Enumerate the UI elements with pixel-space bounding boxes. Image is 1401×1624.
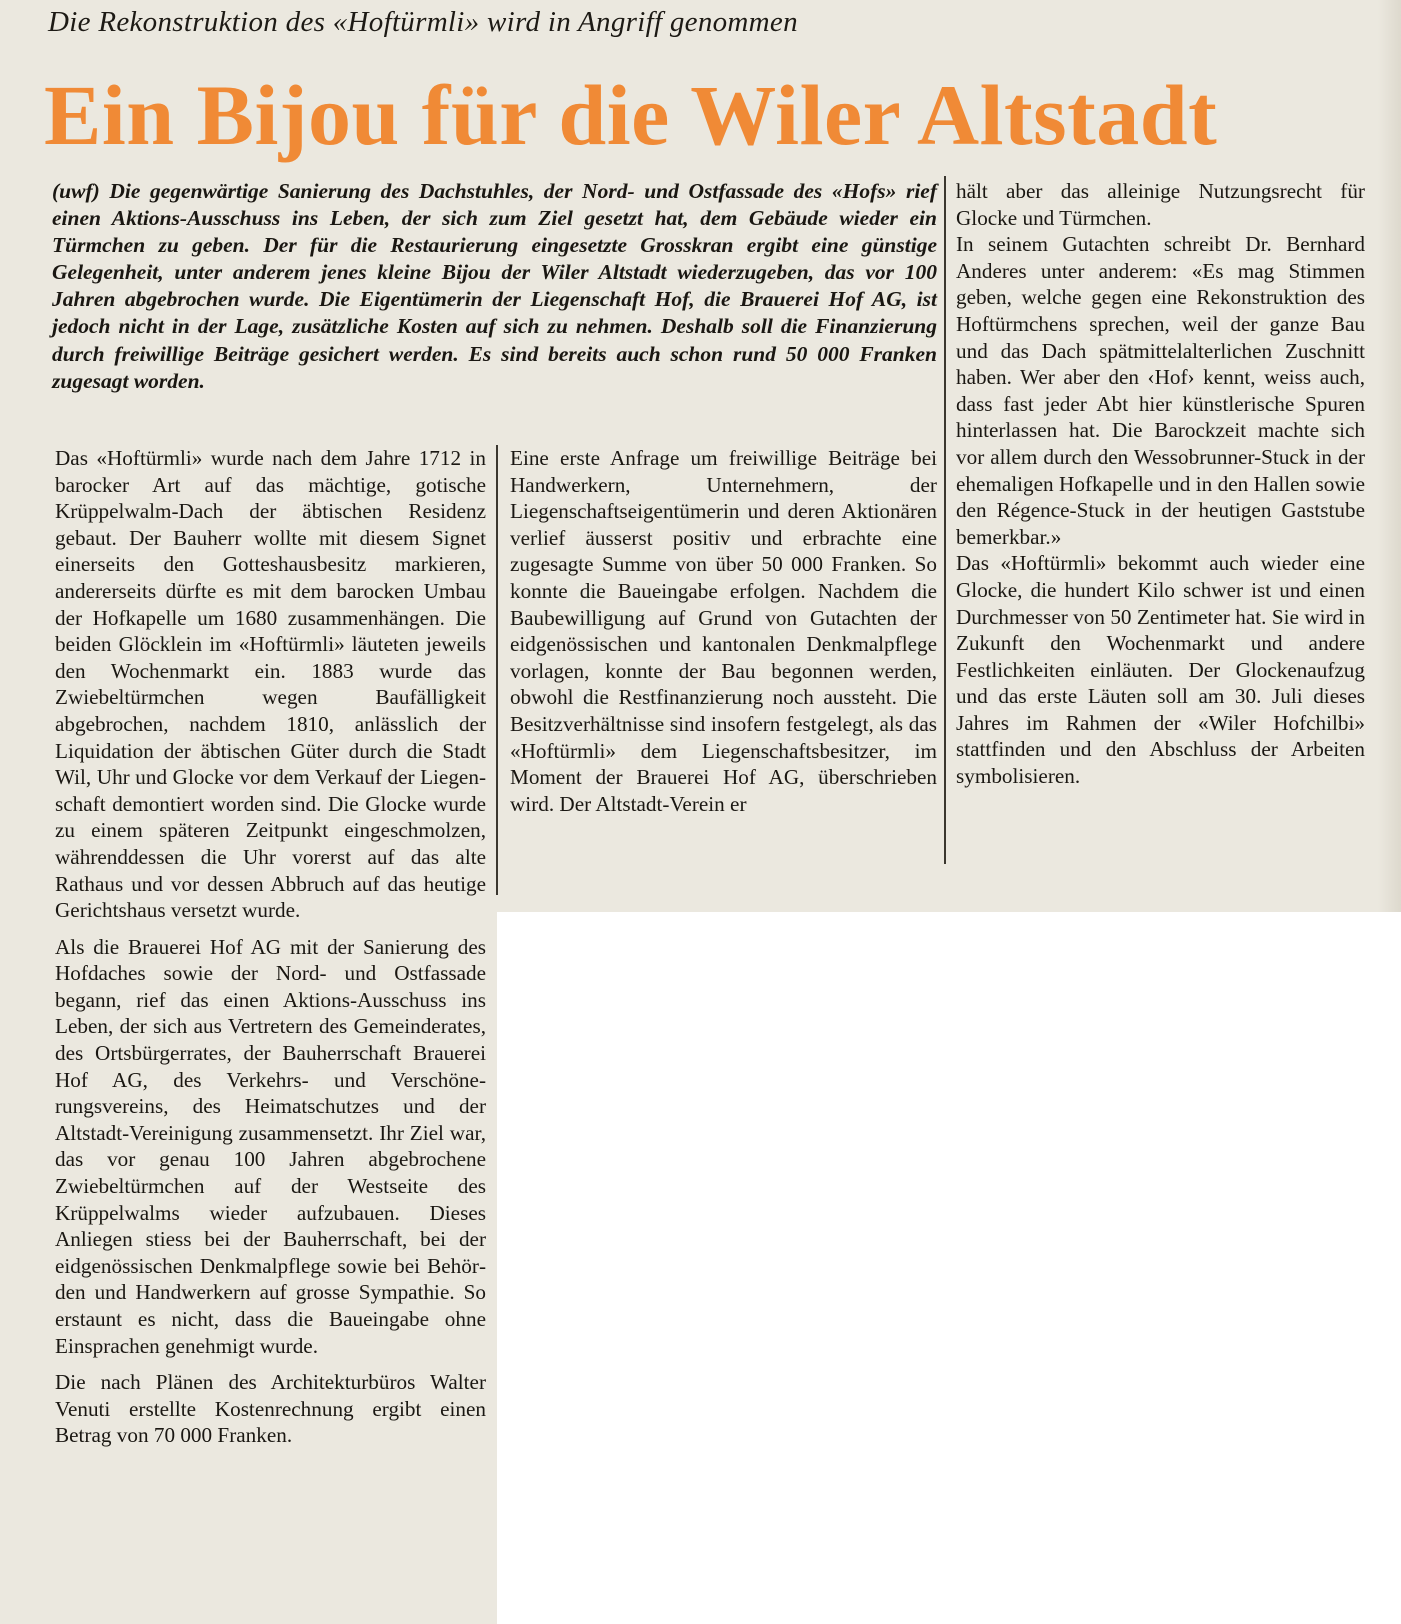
column-rule-left — [496, 445, 498, 895]
article-lead: (uwf) Die gegenwärtige Sanierung des Dachstuhles, der Nord- und Ostfassade des «Hofs» rief einen Aktions-Ausschuss ins Leben, der sich zum Ziel gesetzt hat, dem Gebäude wieder ein Türmchen zu geben. Der für die Restaurierung eingesetzte Grosskran ergibt eine günstige Gelegenheit, unter anderem jenes kleine Bijou der Wiler Altstadt wiederzugeben, das vor 100 Jahren abgebrochen wurde. Die Eigentümerin der Liegenschaft Hof, die Brauerei Hof AG, ist jedoch nicht in der Lage, zusätzliche Kosten auf sich zu nehmen. Deshalb soll die Finanzierung durch freiwillige Beiträge gesichert werden. Es sind bereits auch schon rund 50 000 Franken zugesagt worden. — [52, 179, 937, 393]
column-rule-right — [944, 176, 946, 864]
paper-edge-shadow — [1378, 0, 1401, 912]
paragraph: hält aber das alleinige Nutzungsrecht für Glocke und Türmchen. — [956, 179, 1365, 230]
paragraph: Als die Brauerei Hof AG mit der Sanierung des Hofdaches sowie der Nord- und Ostfassade begann, rief das einen Aktions-Ausschuss ins Leben, der sich aus Vertretern des Gemeinderates, des Ortsbürgerrates, der Bauherrschaft Brauerei Hof AG, des Verkehrs- und Verschönerungsvereins, des Heimatschutzes und der Altstadt-Vereinigung zusammensetzt. Ihr Ziel war, das vor genau 100 Jahren abgebrochene Zwiebeltürmchen auf der Westseite des Krüppelwalms wieder aufzubauen. Dieses Anliegen stiess bei der Bauherrschaft, bei der eidgenössischen Denkmalpflege sowie bei Behörden und Handwerkern auf grosse Sympathie. So erstaunt es nicht, dass die Baueingabe ohne Einsprachen genehmigt wurde. — [55, 934, 486, 1358]
text-column-1 — [55, 445, 486, 1449]
paragraph: In seinem Gutachten schreibt Dr. Bernhard Anderes unter anderem: «Es mag Stimmen geben, welche gegen eine Rekonstruktion des Hoftürmchens sprechen, weil der ganze Bau und das Dach spätmittelalterlichen Zuschnitt haben. Wer aber den ‹Hof› kennt, weiss auch, dass fast jeder Abt hier künstlerische Spuren hinterlassen hat. Die Barockzeit machte sich vor allem durch den Wessobrunner-Stuck in der ehemaligen Hofkapelle und in den Hallen sowie den Régence-Stuck in der heutigen Gaststube bemerkbar.» — [956, 232, 1365, 549]
paragraph: Eine erste Anfrage um freiwillige Beiträge bei Handwerkern, Unternehmern, der Liegenschaftseigentümerin und deren Aktionären verlief äusserst positiv und erbrachte eine zugesagte Summe von über 50 000 Franken. So konnte die Baueingabe erfolgen. Nachdem die Baubewilligung auf Grund von Gutachten der eidgenössischen und kantonalen Denkmalpflege vorlagen, konnte der Bau begonnen werden, obwohl die Restfinanzierung noch aussteht. Die Besitzverhältnisse sind insofern festgelegt, als das «Hoftürmli» dem Liegenschaftsbesitzer, im Moment der Brauerei Hof AG, überschrieben wird. Der Altstadt-Verein er — [510, 446, 937, 816]
text-column-3 — [956, 178, 1365, 790]
text-column-2 — [510, 445, 937, 817]
paragraph: Das «Hoftürmli» wurde nach dem Jahre 1712 in barocker Art auf das mächtige, gotische Krüppelwalm-Dach der äbtischen Residenz gebaut. Der Bauherr wollte mit diesem Signet einerseits den Gotteshausbesitz markieren, andererseits dürfte es mit dem barocken Umbau der Hofkapelle um 1680 zusammenhängen. Die beiden Glöcklein im «Hoftürmli» läuteten jeweils den Wochenmarkt ein. 1883 wurde das Zwiebeltürmchen wegen Baufälligkeit abgebrochen, nachdem 1810, anlässlich der Liquidation der äbtischen Güter durch die Stadt Wil, Uhr und Glocke vor dem Verkauf der Liegenschaft demontiert worden sind. Die Glocke wurde zu einem späteren Zeitpunkt eingeschmolzen, währenddessen die Uhr vorerst auf das alte Rathaus und vor dessen Abbruch auf das heutige Gerichtshaus versetzt wurde. — [55, 446, 486, 923]
article-headline: Ein Bijou für die Wiler Altstadt — [44, 67, 1218, 163]
paragraph: Die nach Plänen des Architekturbüros Walter Venuti erstellte Kostenrechnung ergibt einen Betrag von 70 000 Franken. — [55, 1370, 486, 1448]
article-kicker: Die Rekonstruktion des «Hoftürmli» wird in Angriff genommen — [48, 6, 798, 38]
paragraph: Das «Hoftürmli» bekommt auch wieder eine Glocke, die hundert Kilo schwer ist und einen Durchmesser von 50 Zentimeter hat. Sie wird in Zukunft den Wochenmarkt und andere Festlichkeiten einläuten. Der Glockenaufzug und das erste Läuten soll am 30. Juli dieses Jahres im Rahmen der «Wiler Hofchilbi» stattfinden und den Abschluss der Arbeiten symbolisieren. — [956, 551, 1365, 789]
